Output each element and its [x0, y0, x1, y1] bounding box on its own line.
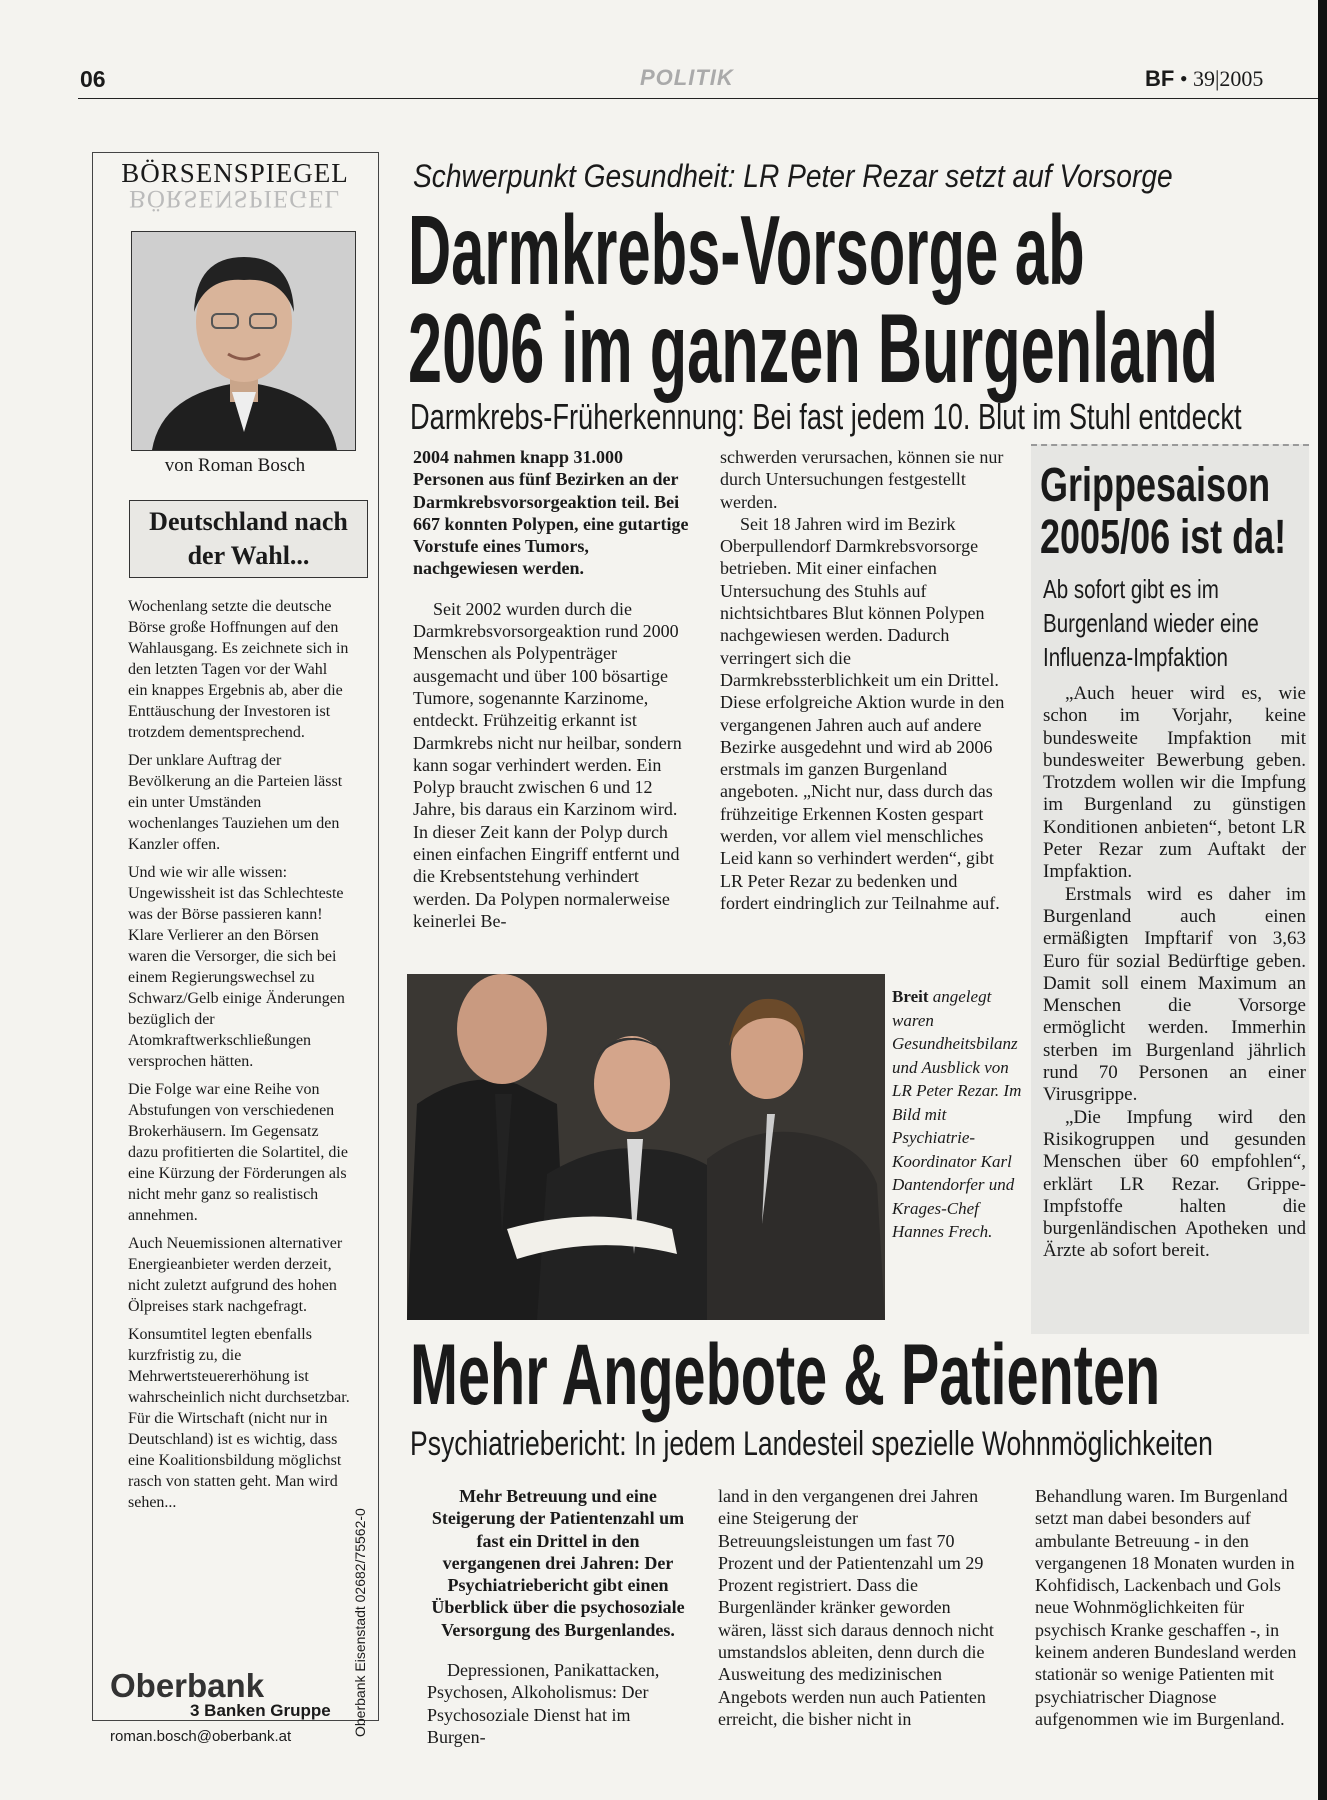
oberbank-logo-sub: 3 Banken Gruppe: [190, 1701, 331, 1720]
sidebar-paragraph: Auch Neuemissionen alternativer Energieanbieter werden derzeit, nicht zuletzt aufgrund des hohen Ölpreises stark nachgefragt.: [128, 1235, 343, 1315]
oberbank-vertical-contact: Oberbank Eisenstadt 02682/75562-0: [352, 1508, 368, 1737]
page-number: 06: [80, 66, 106, 92]
article1-headline-line1: Darmkrebs-Vorsorge ab: [408, 195, 1085, 305]
article1-deck: Darmkrebs-Früherkennung: Bei fast jedem 10. Blut im Stuhl entdeckt: [410, 396, 1242, 437]
sidebar-paragraph: Und wie wir alle wissen: Ungewissheit ist das Schlechteste was der Börse passieren kann! Klare Verlierer an den Börsen waren die Versorger, die sich bei einem Regierungswechsel zu Schwarz/Gelb einige Änderungen bezüglich der Atomkraftwerkschließungen versprochen hätten.: [128, 864, 345, 1070]
grippe-headline-line1: Grippesaison: [1040, 459, 1271, 512]
sidebar-title-mirror: BÖRSENSPIEGEL: [129, 185, 341, 212]
publication-name: BF: [1145, 66, 1175, 91]
grippe-paragraph: „Auch heuer wird es, wie schon im Vorjahr, keine bundesweite Impfaktion mit bundesweiter Bewerbung geben. Trotzdem wollen wir die Impfung im Burgenland zu günstigen Konditionen anbieten“, betont LR Peter Rezar zum Auftakt der Impfaktion.: [1043, 683, 1306, 883]
article1-column-2: [720, 446, 1005, 914]
article2-headline: Mehr Angebote & Patienten: [410, 1327, 1161, 1423]
article1-body1: Seit 2002 wurden durch die Darmkrebsvorsorgeaktion rund 2000 Menschen als Polypenträger ausgemacht und über 100 bösartige Tumore, sogenannte Karzinome, entdeckt. Frühzeitig erkannt ist Darmkrebs nicht nur heilbar, sondern kann sogar verhindert werden. Ein Polyp braucht zwischen 6 und 12 Jahre, bis daraus ein Karzinom wird. In dieser Zeit kann der Polyp durch einen einfachen Eingriff entfernt und die Krebsentstehung verhindert werden. Da Polypen normalerweise keinerlei Be-: [413, 598, 682, 931]
caption-text: angelegt waren Gesundheitsbilanz und Ausblick von LR Peter Rezar. Im Bild mit Psychiatrie-Koordinator Karl Dantendorfer und Krages-Chef Hannes Frech.: [892, 987, 1022, 1241]
article1-lead: 2004 nahmen knapp 31.000 Personen aus fünf Bezirken an der Darmkrebsvorsorgeaktion teil. Bei 667 konnten Polypen, eine gutartige Vorstufe eines Tumors, nachgewiesen werden.: [413, 447, 689, 579]
issue-info: BF • 39|2005: [1145, 66, 1264, 91]
article2-deck: Psychiatriebericht: In jedem Landesteil spezielle Wohnmöglichkeiten: [410, 1425, 1213, 1463]
article1-headline-line2: 2006 im ganzen Burgenland: [408, 293, 1219, 403]
article2-column-2: [718, 1485, 1003, 1730]
article1-body2b: Seit 18 Jahren wird im Bezirk Oberpullendorf Darmkrebsvorsorge betrieben. Mit einer einfachen Untersuchung des Stuhls auf nichtsichtbares Blut können Polypen nachgewiesen werden. Dadurch verringert sich die Darmkrebssterblichkeit um ein Drittel. Diese erfolgreiche Aktion wurde in den vergangenen Jahren auch auf andere Bezirke ausgedehnt und wird ab 2006 erstmals im ganzen Burgenland angeboten. „Nicht nur, dass durch das frühzeitige Erkennen Kosten gespart werden, vor allem viel menschliches Leid kann so verhindert werden“, gibt LR Peter Rezar zu bedenken und fordert eindringlich zur Teilnahme auf.: [720, 513, 1005, 913]
issue-number: 39|2005: [1193, 66, 1264, 91]
sidebar-body: [128, 596, 350, 1520]
grippe-paragraph: „Die Impfung wird den Risikogruppen und gesunden Menschen über 60 empfohlen“, erklärt LR Rezar. Grippe-Impfstoffe halten die burgenländischen Apotheken und Ärzte ab sofort bereit.: [1043, 1106, 1306, 1262]
sidebar-paragraph: Der unklare Auftrag der Bevölkerung an die Parteien lässt ein unter Umständen wochenlanges Tauziehen um den Kanzler offen.: [128, 752, 343, 853]
page-edge: [1318, 0, 1327, 1800]
oberbank-logo: Oberbank: [110, 1667, 265, 1704]
grippe-deck: Ab sofort gibt es im Burgenland wieder eine Influenza-Impfaktion: [1043, 574, 1259, 672]
portrait-image: [132, 232, 355, 450]
grippe-paragraph: Erstmals wird es daher im Burgenland auch einen ermäßigten Impftarif von 3,63 Euro für sozial Bedürftige geben. Damit soll einem Maximum an Menschen die Vorsorge ermöglicht werden. Immerhin sterben im Burgenland jährlich rund 70 Personen an einer Virusgrippe.: [1043, 883, 1306, 1106]
article2-lead: Mehr Betreuung und eine Steigerung der Patientenzahl um fast ein Drittel in den vergangenen drei Jahren: Der Psychiatriebericht gibt einen Überblick über die psychosoziale Versorgung des Burgenlandes.: [431, 1486, 685, 1640]
grippe-headline: [1040, 460, 1286, 564]
sidebar-byline: von Roman Bosch: [164, 455, 306, 476]
article2-body1: Depressionen, Panikattacken, Psychosen, Alkoholismus: Der Psychosoziale Dienst hat im Burgen-: [427, 1660, 660, 1747]
sidebar-title: BÖRSENSPIEGEL: [121, 158, 349, 188]
section-label: POLITIK: [640, 65, 734, 90]
article1-photo: [407, 974, 885, 1320]
sidebar-paragraph: Konsumtitel legten ebenfalls kurzfristig zu, die Mehrwertsteuererhöhung ist wahrscheinlich nicht durchsetzbar. Für die Wirtschaft (nicht nur in Deutschland) ist es wichtig, dass eine Koalitionsbildung möglichst rasch von statten geht. Man wird sehen...: [128, 1326, 350, 1511]
article2-column-3: [1035, 1485, 1317, 1730]
grippe-headline-line2: 2005/06 ist da!: [1040, 511, 1287, 564]
article1-body2a: schwerden verursachen, können sie nur durch Untersuchungen festgestellt werden.: [720, 447, 1004, 512]
author-portrait: [131, 231, 356, 451]
article1-column-1: [413, 446, 693, 932]
caption-lead: Breit: [892, 987, 929, 1006]
photo-caption: [892, 985, 1022, 1244]
article2-body2: land in den vergangenen drei Jahren eine Steigerung der Betreuungsleistungen um fast 70 Prozent und der Patientenzahl um 29 Prozent registriert. Dass die Burgenländer kränker geworden wären, lässt sich daraus dennoch nicht umstandslos ableiten, denn durch die Ausweitung des medizinischen Angebots werden nun auch Patienten erreicht, die bisher nicht in: [718, 1486, 994, 1729]
photo-image: [407, 974, 885, 1320]
grippe-body: [1043, 683, 1306, 1263]
article2-column-1: [427, 1485, 689, 1748]
sidebar-paragraph: Die Folge war eine Reihe von Abstufungen von verschiedenen Brokerhäusern. Im Gegensatz dazu profitierten die Solartitel, die eine Kürzung der Förderungen als nicht mehr ganz so realistisch annehmen.: [128, 1081, 348, 1224]
article1-kicker: Schwerpunkt Gesundheit: LR Peter Rezar setzt auf Vorsorge: [413, 158, 1173, 194]
article2-body3: Behandlung waren. Im Burgenland setzt man dabei besonders auf ambulante Betreuung - in den vergangenen 18 Monaten wurden in Kohfidisch, Lackenbach und Gols neue Wohnmöglichkeiten für psychisch Kranke geschaffen -, in keinem anderen Bundesland werden stationär so wenige Patienten mit psychiatrischer Diagnose aufgenommen wie im Burgenland.: [1035, 1486, 1297, 1729]
sidebar-headline: Deutschland nach der Wahl...: [129, 500, 368, 578]
author-email: roman.bosch@oberbank.at: [110, 1728, 292, 1745]
sidebar-paragraph: Wochenlang setzte die deutsche Börse große Hoffnungen auf den Wahlausgang. Es zeichnete sich in den letzten Tagen vor der Wahl ein knappes Ergebnis ab, aber die Enttäuschung der Investoren ist trotzdem dementsprechend.: [128, 598, 349, 741]
